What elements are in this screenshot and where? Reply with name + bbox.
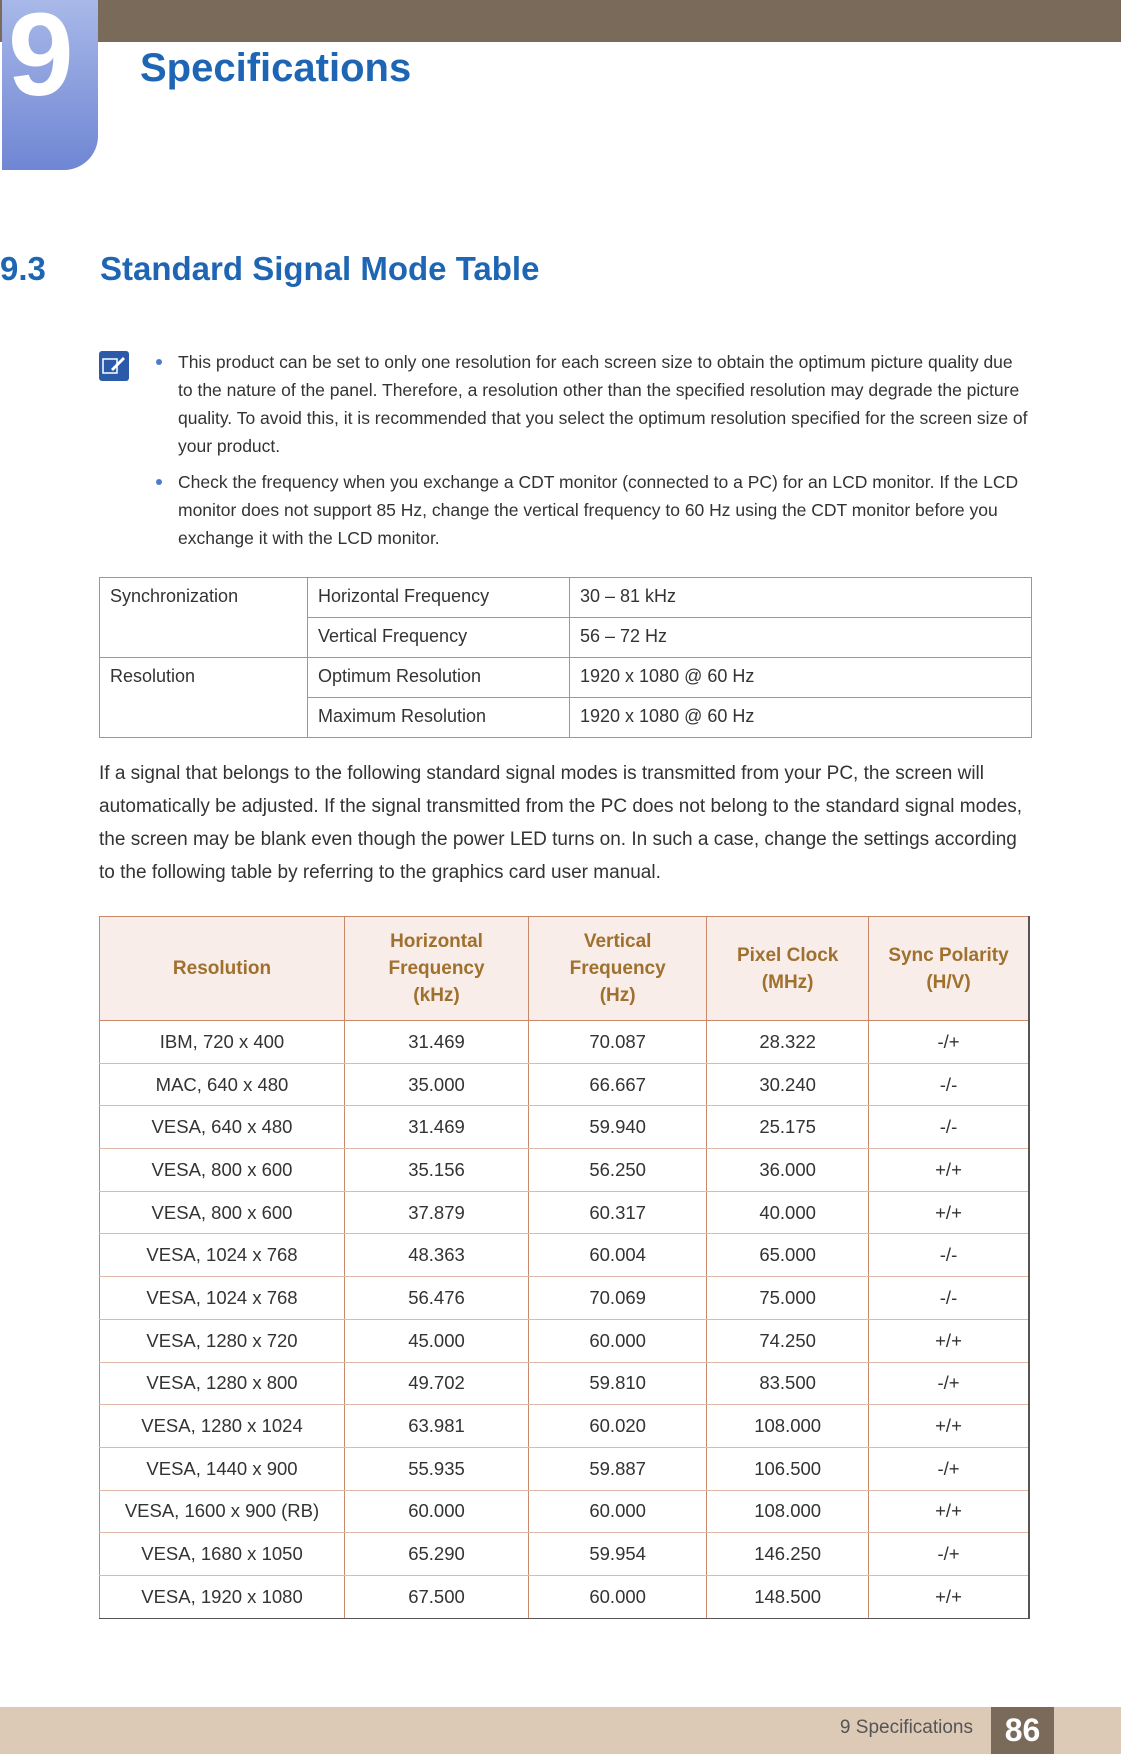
section-heading (0, 250, 539, 288)
body-paragraph: If a signal that belongs to the following standard signal modes is transmitted from your PC, the screen will automatically be adjusted. If the signal transmitted from the PC does not belong to the standard signal modes, the screen may be blank even though the power LED turns on. In such a case, change the settings according to the following table by referring to the graphics card user manual. (99, 763, 1023, 883)
table-cell: 75.000 (707, 1277, 869, 1320)
table-row (100, 1277, 1030, 1320)
bullet-icon (156, 359, 162, 365)
signal-mode-table (99, 916, 1030, 1619)
table-cell: Optimum Resolution (308, 658, 570, 698)
table-cell: VESA, 1440 x 900 (100, 1447, 345, 1490)
table-cell: 60.000 (529, 1319, 707, 1362)
table-cell: 65.000 (707, 1234, 869, 1277)
table-header-row (100, 917, 1030, 1021)
table-cell: 55.935 (345, 1447, 529, 1490)
table-cell: MAC, 640 x 480 (100, 1063, 345, 1106)
table-cell: -/- (869, 1106, 1029, 1149)
table-cell: VESA, 1024 x 768 (100, 1277, 345, 1320)
chapter-title: Specifications (140, 46, 412, 90)
table-cell: 1920 x 1080 @ 60 Hz (570, 658, 1032, 698)
table-cell: VESA, 1024 x 768 (100, 1234, 345, 1277)
column-header: Vertical Frequency (Hz) (529, 917, 707, 1021)
table-cell: 59.810 (529, 1362, 707, 1405)
table-row (100, 1447, 1030, 1490)
table-cell: 108.000 (707, 1405, 869, 1448)
table-cell: VESA, 1280 x 800 (100, 1362, 345, 1405)
column-header: Resolution (100, 917, 345, 1021)
table-cell: 60.000 (529, 1490, 707, 1533)
table-cell: Maximum Resolution (308, 698, 570, 738)
table-cell: -/+ (869, 1362, 1029, 1405)
table-cell: 25.175 (707, 1106, 869, 1149)
note-item: Check the frequency when you exchange a CDT monitor (connected to a PC) for an LCD monitor. If the LCD monitor does not support 85 Hz, change the vertical frequency to 60 Hz using the CDT monitor before you exchange it with the LCD monitor. (178, 468, 1030, 552)
table-cell: 56 – 72 Hz (570, 618, 1032, 658)
table-cell: 31.469 (345, 1021, 529, 1064)
table-cell: -/- (869, 1277, 1029, 1320)
table-cell: Vertical Frequency (308, 618, 570, 658)
table-cell: VESA, 1280 x 1024 (100, 1405, 345, 1448)
table-row (100, 1490, 1030, 1533)
table-row (100, 1021, 1030, 1064)
table-cell: IBM, 720 x 400 (100, 1021, 345, 1064)
table-cell: -/- (869, 1063, 1029, 1106)
table-cell: 40.000 (707, 1191, 869, 1234)
table-cell: 37.879 (345, 1191, 529, 1234)
table-row (100, 1234, 1030, 1277)
note-item: This product can be set to only one resolution for each screen size to obtain the optimum picture quality due to the nature of the panel. Therefore, a resolution other than the specified resolution may degrade the picture quality. To avoid this, it is recommended that you select the optimum resolution specified for the screen size of your product. (178, 348, 1030, 460)
table-row (100, 1149, 1030, 1192)
table-cell: 148.500 (707, 1575, 869, 1618)
table-cell: 30 – 81 kHz (570, 578, 1032, 618)
column-header: Pixel Clock (MHz) (707, 917, 869, 1021)
table-cell: 35.000 (345, 1063, 529, 1106)
table-cell: 146.250 (707, 1533, 869, 1576)
table-cell: 108.000 (707, 1490, 869, 1533)
table-cell: 74.250 (707, 1319, 869, 1362)
table-cell: 60.000 (345, 1490, 529, 1533)
footer-label: 9 Specifications (839, 1717, 973, 1738)
table-cell: -/+ (869, 1533, 1029, 1576)
notes-list (178, 348, 1030, 560)
table-row (100, 1106, 1030, 1149)
column-header: Horizontal Frequency (kHz) (345, 917, 529, 1021)
table-cell: +/+ (869, 1490, 1029, 1533)
table-row (100, 1405, 1030, 1448)
table-cell: 59.887 (529, 1447, 707, 1490)
table-cell: +/+ (869, 1319, 1029, 1362)
table-cell: -/- (869, 1234, 1029, 1277)
table-cell: -/+ (869, 1447, 1029, 1490)
table-cell: -/+ (869, 1021, 1029, 1064)
table-cell: 70.069 (529, 1277, 707, 1320)
chapter-number: 9 (8, 0, 74, 121)
table-cell: 1920 x 1080 @ 60 Hz (570, 698, 1032, 738)
table-cell: +/+ (869, 1149, 1029, 1192)
table-cell: VESA, 800 x 600 (100, 1191, 345, 1234)
table-cell: 60.317 (529, 1191, 707, 1234)
section-title: Standard Signal Mode Table (100, 250, 540, 287)
table-cell: VESA, 1280 x 720 (100, 1319, 345, 1362)
table-cell: VESA, 1600 x 900 (RB) (100, 1490, 345, 1533)
bullet-icon (156, 479, 162, 485)
table-cell: 67.500 (345, 1575, 529, 1618)
table-cell: +/+ (869, 1405, 1029, 1448)
table-cell: 48.363 (345, 1234, 529, 1277)
column-header: Sync Polarity (H/V) (869, 917, 1029, 1021)
table-cell: 63.981 (345, 1405, 529, 1448)
table-cell: 59.954 (529, 1533, 707, 1576)
page-number: 86 (991, 1707, 1054, 1754)
spec-table (99, 577, 1032, 738)
table-cell: 45.000 (345, 1319, 529, 1362)
table-row (100, 1319, 1030, 1362)
table-row (100, 1533, 1030, 1576)
table-cell: 60.000 (529, 1575, 707, 1618)
table-cell: 70.087 (529, 1021, 707, 1064)
table-cell: 66.667 (529, 1063, 707, 1106)
table-cell: 59.940 (529, 1106, 707, 1149)
table-cell: Horizontal Frequency (308, 578, 570, 618)
table-row (100, 1063, 1030, 1106)
table-row (100, 1575, 1030, 1618)
table-cell: 35.156 (345, 1149, 529, 1192)
table-cell: 56.250 (529, 1149, 707, 1192)
table-cell: +/+ (869, 1191, 1029, 1234)
table-row (100, 1191, 1030, 1234)
note-pencil-icon (99, 351, 129, 381)
top-bar (0, 0, 1121, 42)
table-cell: VESA, 800 x 600 (100, 1149, 345, 1192)
table-cell: 65.290 (345, 1533, 529, 1576)
table-cell: 56.476 (345, 1277, 529, 1320)
table-cell: 83.500 (707, 1362, 869, 1405)
chapter-tab (2, 0, 98, 170)
table-cell: +/+ (869, 1575, 1029, 1618)
table-cell: 36.000 (707, 1149, 869, 1192)
table-cell: VESA, 1680 x 1050 (100, 1533, 345, 1576)
table-cell: 49.702 (345, 1362, 529, 1405)
table-cell: Synchronization (100, 578, 308, 658)
table-row (100, 1362, 1030, 1405)
table-cell: VESA, 640 x 480 (100, 1106, 345, 1149)
table-row (100, 578, 1032, 618)
table-cell: VESA, 1920 x 1080 (100, 1575, 345, 1618)
table-cell: 28.322 (707, 1021, 869, 1064)
table-cell: Resolution (100, 658, 308, 738)
table-cell: 31.469 (345, 1106, 529, 1149)
table-cell: 106.500 (707, 1447, 869, 1490)
table-cell: 60.004 (529, 1234, 707, 1277)
table-cell: 60.020 (529, 1405, 707, 1448)
section-number: 9.3 (0, 250, 46, 287)
table-cell: 30.240 (707, 1063, 869, 1106)
table-row (100, 658, 1032, 698)
